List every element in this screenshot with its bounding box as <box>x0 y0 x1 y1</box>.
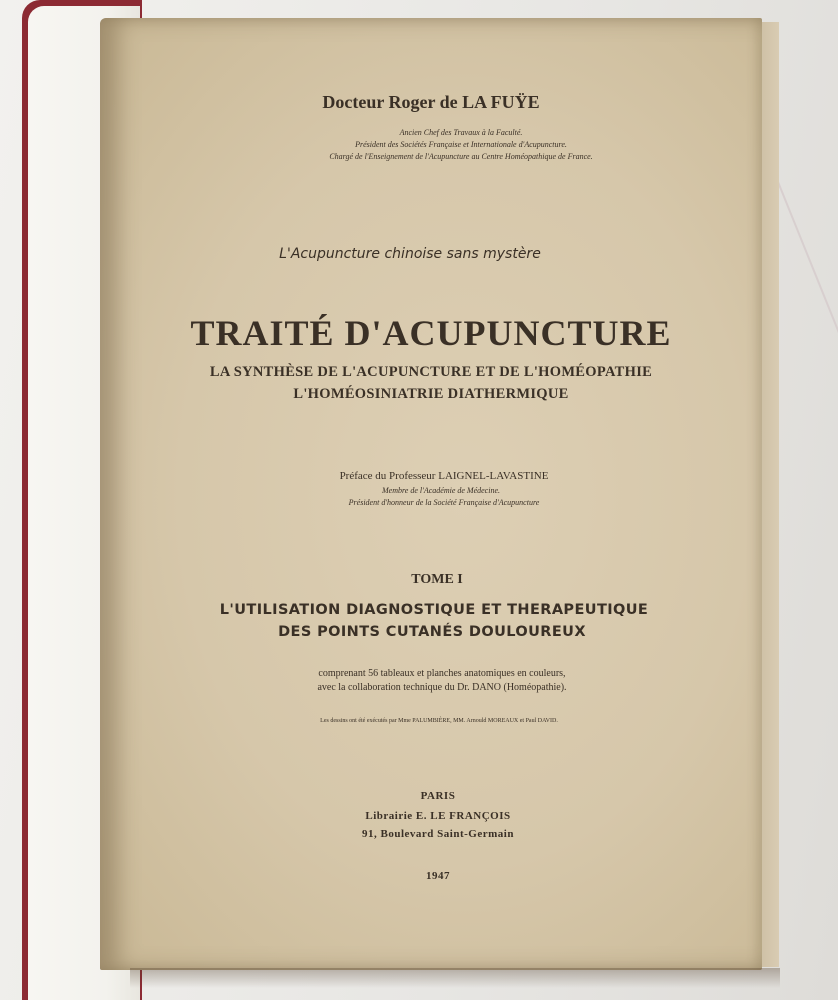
publication-year: 1947 <box>426 870 450 882</box>
author-credential-1: Ancien Chef des Travaux à la Faculté. <box>399 128 523 137</box>
page-shadow <box>130 968 780 988</box>
volume-title-1: L'UTILISATION DIAGNOSTIQUE ET THERAPEUTIQUE <box>219 602 649 618</box>
illustrators-note: Les dessins ont été exécutés par Mme PALUMBIÈRE, MM. Arnould MOREAUX et Paul DAVID. <box>320 718 558 724</box>
contents-note-2: avec la collaboration technique du Dr. DANO (Homéopathie). <box>317 682 567 693</box>
volume-title-2: DES POINTS CUTANÉS DOULOUREUX <box>278 624 586 640</box>
title-page <box>100 18 762 970</box>
subtitle-1: LA SYNTHÈSE DE L'ACUPUNCTURE ET DE L'HOMÉOPATHIE <box>209 364 653 380</box>
preface-role-1: Membre de l'Académie de Médecine. <box>381 486 501 495</box>
series-line: L'Acupuncture chinoise sans mystère <box>279 246 541 262</box>
tome-label: TOME I <box>411 572 463 587</box>
publisher-address: 91, Boulevard Saint-Germain <box>362 828 514 840</box>
subtitle-2: L'HOMÉOSINIATRIE DIATHERMIQUE <box>293 386 569 402</box>
author-name: Docteur Roger de LA FUŸE <box>322 92 540 112</box>
author-credential-2: Président des Sociétés Française et Internationale d'Acupuncture. <box>355 140 567 149</box>
preface-line: Préface du Professeur LAIGNEL-LAVASTINE <box>339 470 549 482</box>
publisher-name: Librairie E. LE FRANÇOIS <box>365 810 511 822</box>
author-credential-3: Chargé de l'Enseignement de l'Acupuncture au Centre Homéopathique de France. <box>329 152 593 161</box>
book-title: TRAITÉ D'ACUPUNCTURE <box>190 313 672 353</box>
publisher-city: PARIS <box>420 790 456 802</box>
preface-role-2: Président d'honneur de la Société Française d'Acupuncture <box>348 498 540 507</box>
contents-note-1: comprenant 56 tableaux et planches anatomiques en couleurs, <box>318 668 566 679</box>
